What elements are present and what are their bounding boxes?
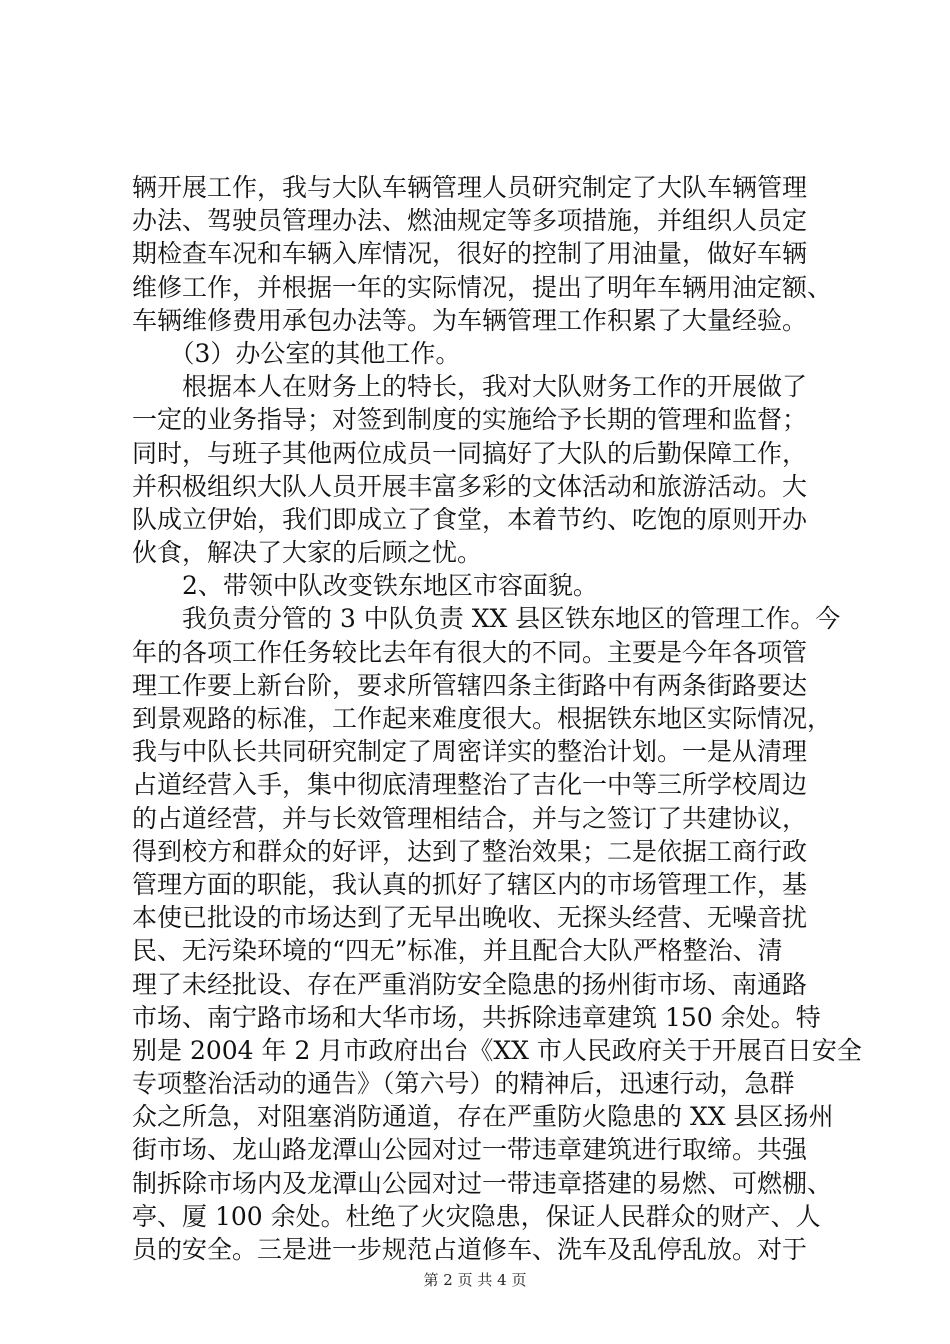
- text-line: 民、无污染环境的“四无”标准，并且配合大队严格整治、清: [132, 936, 783, 966]
- text-line: 期检查车况和车辆入库情况，很好的控制了用油量，做好车辆: [132, 239, 808, 269]
- text-line: 根据本人在财务上的特长，我对大队财务工作的开展做了: [132, 372, 808, 402]
- text-line: 办法、驾驶员管理办法、燃油规定等多项措施，并组织人员定: [132, 206, 808, 236]
- page-footer: 第 2 页 共 4 页: [423, 1271, 527, 1289]
- text-line: 理了未经批设、存在严重消防安全隐患的扬州街市场、南通路: [132, 969, 808, 999]
- text-line: 同时，与班子其他两位成员一同搞好了大队的后勤保障工作，: [132, 438, 808, 468]
- text-line: 占道经营入手，集中彻底清理整治了吉化一中等三所学校周边: [132, 770, 808, 800]
- text-line: 维修工作，并根据一年的实际情况，提出了明年车辆用油定额、: [132, 272, 833, 302]
- text-line: 管理方面的职能，我认真的抓好了辖区内的市场管理工作，基: [132, 869, 808, 899]
- text-line: 众之所急，对阻塞消防通道，存在严重防火隐患的 XX 县区扬州: [132, 1102, 834, 1132]
- text-line: 年的各项工作任务较比去年有很大的不同。主要是今年各项管: [132, 637, 808, 667]
- text-line: 并积极组织大队人员开展丰富多彩的文体活动和旅游活动。大: [132, 471, 808, 501]
- text-line: 别是 2004 年 2 月市政府出台《XX 市人民政府关于开展百日安全: [132, 1035, 862, 1065]
- text-line: 本使已批设的市场达到了无早出晚收、无探头经营、无噪音扰: [132, 903, 808, 933]
- text-line: 制拆除市场内及龙潭山公园对过一带违章搭建的易燃、可燃棚、: [132, 1168, 833, 1198]
- text-line: 队成立伊始，我们即成立了食堂，本着节约、吃饱的原则开办: [132, 504, 808, 534]
- text-line: 得到校方和群众的好评，达到了整治效果；二是依据工商行政: [132, 836, 808, 866]
- text-line: 市场、南宁路市场和大华市场，共拆除违章建筑 150 余处。特: [132, 1002, 821, 1032]
- text-line: 亭、厦 100 余处。杜绝了火灾隐患，保证人民群众的财产、人: [132, 1201, 821, 1231]
- text-line: 理工作要上新台阶，要求所管辖四条主街路中有两条街路要达: [132, 670, 808, 700]
- text-line: 我与中队长共同研究制定了周密详实的整治计划。一是从清理: [132, 737, 808, 767]
- text-line: 伙食，解决了大家的后顾之忧。: [132, 538, 483, 568]
- section-heading: 2、带领中队改变铁东地区市容面貌。: [132, 571, 598, 601]
- body-text: [132, 171, 862, 1266]
- text-line: 车辆维修费用承包办法等。为车辆管理工作积累了大量经验。: [132, 305, 808, 335]
- text-line: 员的安全。三是进一步规范占道修车、洗车及乱停乱放。对于: [132, 1235, 808, 1264]
- text-line: 专项整治活动的通告》（第六号）的精神后，迅速行动，急群: [132, 1069, 795, 1099]
- text-line: 街市场、龙山路龙潭山公园对过一带违章建筑进行取缔。共强: [132, 1135, 808, 1165]
- section-heading: （3）办公室的其他工作。: [132, 338, 461, 368]
- text-line: 到景观路的标准，工作起来难度很大。根据铁东地区实际情况，: [132, 704, 833, 733]
- text-line: 一定的业务指导；对签到制度的实施给予长期的管理和监督；: [132, 405, 808, 435]
- text-line: 的占道经营，并与长效管理相结合，并与之签订了共建协议，: [132, 803, 808, 833]
- text-line: 辆开展工作，我与大队车辆管理人员研究制定了大队车辆管理: [132, 173, 808, 202]
- text-line: 我负责分管的 3 中队负责 XX 县区铁东地区的管理工作。今: [132, 604, 841, 634]
